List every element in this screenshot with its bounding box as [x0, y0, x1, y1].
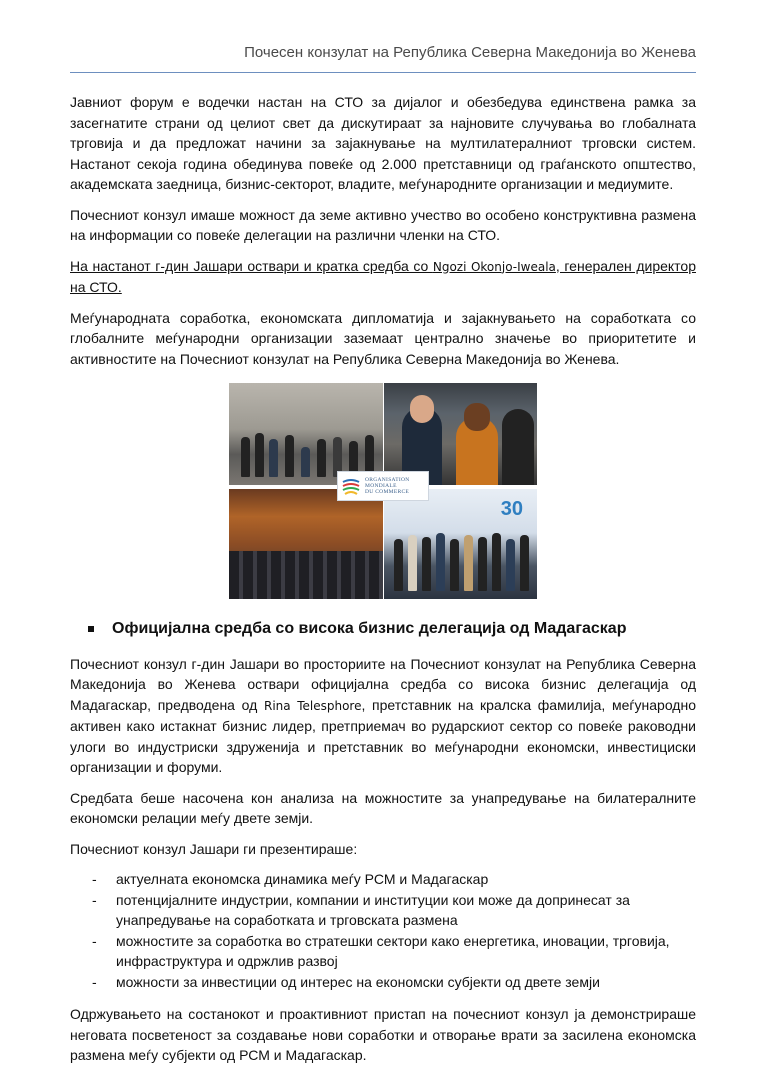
meeting-text-end: , генерален директор на СТО.: [70, 257, 696, 295]
paragraph-madagascar-meeting: Почесниот конзул г-дин Јашари во просториите на Почесниот конзулат на Република Северна Македонија во Женева оствари официјална средба со висока бизнис делегација од Мадагаскар, предводена од Rina Telesphore, претставник на кралска фамилија, меѓународно активен како истакнат бизнис лидер, претприемач во рударскиот сектор со повеќе раководни улоги во индустриски здруженија и претставник во меѓународни економски, инвестициски организации и форуми.: [70, 655, 696, 775]
list-item: - можностите за соработка во стратешки сектори како енергетика, иновации, трговија, инфраструктура и одржлив развој: [92, 932, 670, 969]
paragraph-exchange: Почесниот конзул имаше можност да земе активно учество во особено конструктивна размена на информации со повеќе делегации на различни членки на СТО.: [70, 206, 696, 243]
presented-topics-list: [70, 869, 696, 992]
paragraph-presented: Почесниот конзул Јашари ги презентираше:: [70, 840, 358, 857]
wto-logo: [337, 471, 429, 501]
list-item: - актуелната економска динамика меѓу РСМ и Мадагаскар: [92, 871, 489, 887]
list-item: - потенцијалните индустрии, компании и институции кои може да допринесат за унапредување на соработката и трговската размена: [92, 891, 630, 928]
document-body: [70, 92, 696, 1076]
photo-meeting-dg: [384, 383, 537, 485]
header-divider: [70, 72, 696, 73]
photo-group-steps: [229, 383, 383, 485]
section-title-text: Официјална средба со висока бизнис делегација од Мадагаскар: [112, 620, 627, 637]
wto-emblem-icon: [341, 476, 361, 496]
wto-logo-text: ORGANISATION MONDIALE DU COMMERCE: [365, 477, 410, 495]
page-header: Почесен конзулат на Република Северна Македонија во Женева: [244, 44, 696, 61]
meeting-text-start: На настанот г-дин Јашари оствари и кратка средба со: [70, 257, 433, 274]
section-heading: [88, 619, 696, 640]
photo-conference-hall: [229, 489, 383, 599]
list-item: - можности за инвестиции од интерес на економски субјекти од двете земји: [92, 973, 600, 990]
banner-number: 30: [500, 498, 523, 520]
paragraph-conclusion: Одржувањето на состанокот и проактивниот пристап на почесниот конзул ја демонстрираше неговата посветеност за создавање нови соработки и отворање врати за засилена економска размена меѓу субјекти од РСМ и Мадагаскар.: [70, 1006, 696, 1063]
paragraph-public-forum: Јавниот форум е водечки настан на СТО за дијалог и обезбедува единствена рамка за засегнатите страни од целиот свет да дискутираат за најновите случувања во глобалната трговија и да предложат начини за зајакнување на мултилатералниот трговски систем. Настанот секоја година обединува повеќе од 2.000 претставници од граѓанското општество, академската заедница, бизнис-секторот, владите, меѓународните организации и медиумите.: [70, 94, 696, 192]
photo-group-banner: [384, 489, 537, 599]
square-bullet-icon: [88, 626, 94, 632]
paragraph-cooperation: Меѓународната соработка, економската дипломатија и зајакнувањето на соработката со глобалните меѓународни организации заземаат централно значење во приоритетите и активностите на Почесниот конзулат на Република Северна Македонија во Женева.: [70, 309, 696, 367]
delegation-leader-name: Rina Telesphore: [263, 698, 362, 713]
paragraph-meeting-dg: [70, 256, 696, 298]
dg-name: Ngozi Okonjo-Iweala: [432, 259, 556, 274]
photo-collage: [229, 383, 537, 599]
paragraph-meeting-focus: Средбата беше насочена кон анализа на можностите за унапредување на билатералните економски релации меѓу двете земји.: [70, 789, 696, 826]
